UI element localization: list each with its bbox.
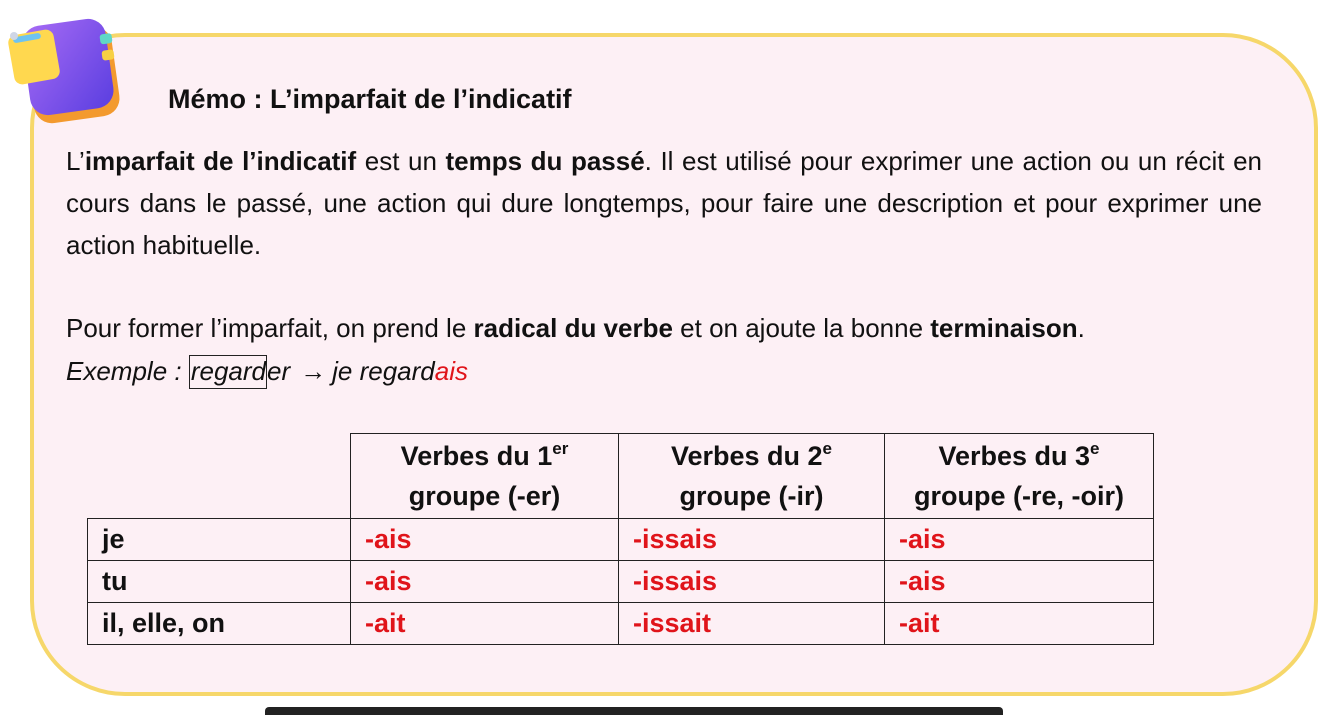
example-result: je regard — [332, 356, 435, 386]
example-line — [66, 350, 468, 392]
ending-cell: -ais — [351, 561, 619, 603]
example-label: Exemple : — [66, 356, 189, 386]
ending-cell: -issais — [619, 561, 885, 603]
table-row — [88, 561, 1154, 603]
header-group-1: Verbes du 1er groupe (-er) — [351, 434, 619, 519]
ending-cell: -ais — [351, 519, 619, 561]
bottom-bar — [265, 707, 1003, 715]
table-row — [88, 519, 1154, 561]
example-result-ending: ais — [434, 356, 468, 386]
arrow-right-icon: → — [300, 356, 327, 386]
ending-cell: -issait — [619, 603, 885, 645]
table-row — [88, 603, 1154, 645]
infinitive-ending: er — [266, 356, 291, 386]
pronoun-cell: tu — [88, 561, 351, 603]
ending-cell: -ais — [885, 519, 1154, 561]
ending-cell: -ais — [885, 561, 1154, 603]
ending-cell: -ait — [351, 603, 619, 645]
definition-paragraph: L’imparfait de l’indicatif est un temps du passé. Il est utilisé pour exprimer une action ou un récit en cours dans le passé, une action qui dure longtemps, pour faire une description et pour exprimer une action habituelle. — [66, 146, 1262, 260]
verb-radical-box: regard — [189, 355, 267, 389]
ending-cell: -ait — [885, 603, 1154, 645]
table-header-row — [88, 434, 1154, 519]
conjugation-table — [87, 433, 1154, 645]
page-title: Mémo : L’imparfait de l’indicatif — [168, 84, 572, 114]
notebook-icon — [4, 4, 122, 126]
header-group-2: Verbes du 2e groupe (-ir) — [619, 434, 885, 519]
pronoun-cell: je — [88, 519, 351, 561]
ending-cell: -issais — [619, 519, 885, 561]
pronoun-cell: il, elle, on — [88, 603, 351, 645]
header-group-3: Verbes du 3e groupe (-re, -oir) — [885, 434, 1154, 519]
table-corner-cell — [88, 434, 351, 519]
formation-paragraph: Pour former l’imparfait, on prend le radical du verbe et on ajoute la bonne terminaison. — [66, 313, 1085, 343]
